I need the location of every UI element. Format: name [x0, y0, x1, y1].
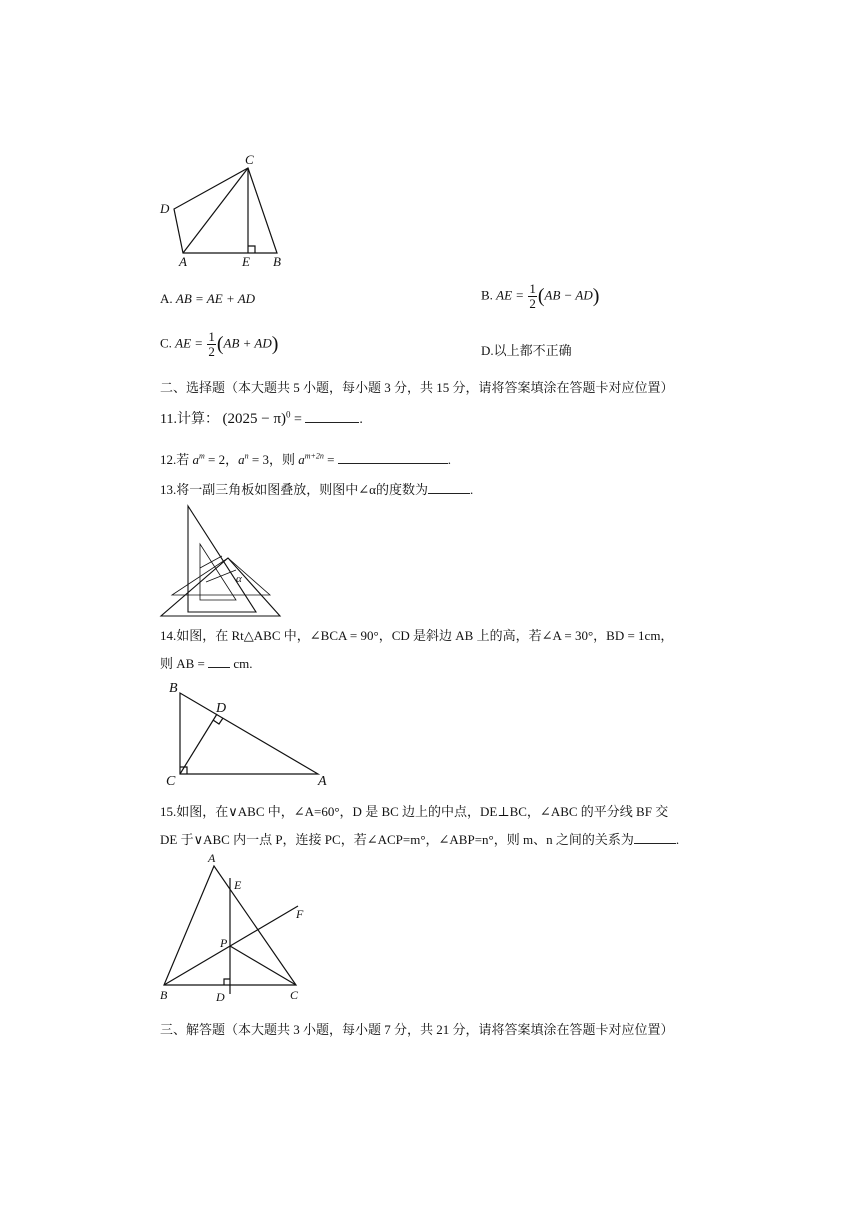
q11-number: 11.: [160, 412, 177, 427]
q11-period: .: [359, 412, 363, 427]
q12-number: 12.: [160, 452, 177, 467]
label-a: A: [208, 851, 216, 865]
question-14-line-2: [160, 653, 253, 672]
label-alpha: α: [236, 573, 242, 585]
figure-q14: [160, 675, 335, 790]
quadrilateral-abcd: [174, 168, 277, 253]
option-a: [160, 291, 255, 307]
q12-exp-2: n: [244, 451, 249, 461]
option-c-fraction: $\frac{1}{2}$: [208, 329, 215, 359]
label-d: D: [160, 201, 170, 216]
q11-base: (2025 − π): [222, 411, 287, 427]
q12-answer-blank[interactable]: [338, 453, 448, 464]
q12-value-1: = 2，: [204, 452, 239, 467]
question-15-line-1: 15.如图，在∨ABC 中，∠A=60°，D 是 BC 边上的中点，DE⊥BC，∠ABC 的平分线 BF 交: [160, 804, 669, 819]
option-c-label: C.: [160, 335, 172, 351]
set-square-30-60: [188, 506, 256, 612]
bisector-bf: [164, 906, 298, 985]
q12-period: .: [447, 452, 452, 467]
option-a-label: A.: [160, 291, 173, 306]
label-d: D: [216, 990, 225, 1004]
q14-prefix: 则 AB =: [160, 656, 209, 671]
inner-line-2: [206, 570, 236, 582]
q12-value-2: = 3，则: [248, 452, 299, 467]
q12-exp-3: m+2n: [304, 451, 324, 461]
q11-answer-blank[interactable]: [305, 412, 359, 423]
figure-q10: [150, 150, 290, 270]
q12-base-1: a: [192, 452, 200, 467]
option-b-inner: AB − AD: [544, 287, 593, 303]
option-d: [481, 340, 572, 359]
label-a: A: [318, 774, 327, 789]
q13-period: .: [469, 482, 474, 497]
q14-suffix: cm.: [230, 656, 253, 671]
q13-answer-blank[interactable]: [428, 483, 470, 494]
q11-prefix: 计算：: [176, 412, 219, 427]
figure-q15: [158, 848, 318, 1006]
option-c-lhs: AE =: [175, 335, 204, 351]
option-b-label: B.: [481, 287, 493, 303]
q12-base-3: a: [298, 452, 305, 467]
q12-exp-1: m: [199, 451, 205, 461]
q15-text: DE 于∨ABC 内一点 P，连接 PC，若∠ACP=m°，∠ABP=n°，则 m、n 之间的关系为: [160, 832, 634, 847]
triangle-abc: [180, 693, 318, 774]
q15-period: .: [675, 832, 680, 847]
label-c: C: [290, 988, 299, 1002]
label-a: A: [179, 254, 187, 269]
segment-cd: [180, 714, 217, 774]
q12-prefix: 若: [176, 452, 193, 467]
q12-equals: =: [323, 452, 335, 467]
section-3-heading: 三、解答题（本大题共 3 小题，每小题 7 分，共 21 分，请将答案填涂在答题卡对应位置）: [160, 1022, 674, 1037]
option-b: B. AE = $\frac{1}{2}$ (AB − AD): [481, 281, 600, 311]
label-p: P: [220, 936, 228, 950]
option-c-inner: AB + AD: [223, 335, 272, 351]
option-d-text: 以上都不正确: [493, 343, 572, 358]
option-d-label: D.: [481, 343, 494, 358]
q13-text: 13.将一副三角板如图叠放，则图中∠α的度数为: [160, 482, 428, 497]
option-b-fraction: $\frac{1}{2}$: [529, 281, 536, 311]
segment-ac: [183, 168, 248, 253]
option-c: C. AE = $\frac{1}{2}$ (AB + AD): [160, 329, 279, 359]
section-2-heading: 二、选择题（本大题共 5 小题，每小题 3 分，共 15 分，请将答案填涂在答题卡对应位置）: [160, 380, 674, 395]
label-c: C: [245, 152, 254, 167]
label-b: B: [160, 988, 168, 1002]
question-15-line-2: [160, 829, 679, 848]
label-c: C: [166, 774, 176, 789]
question-11: [160, 408, 363, 428]
label-e: E: [242, 254, 250, 269]
q15-answer-blank[interactable]: [634, 833, 676, 844]
label-e: E: [234, 878, 242, 892]
right-angle-mark: [248, 246, 255, 253]
question-13: [160, 479, 473, 498]
label-b: B: [273, 254, 281, 269]
label-d: D: [216, 701, 227, 716]
q14-answer-blank[interactable]: [208, 657, 230, 668]
option-b-lhs: AE =: [496, 287, 525, 303]
set-square-45: [161, 558, 280, 616]
question-12: [160, 449, 451, 468]
option-a-expression: AB = AE + AD: [175, 291, 256, 306]
label-f: F: [296, 907, 304, 921]
q12-base-2: a: [238, 452, 245, 467]
q11-exponent: 0: [286, 409, 291, 420]
question-14-line-1: 14.如图，在 Rt△ABC 中，∠BCA = 90°，CD 是斜边 AB 上的高，若∠A = 30°，BD = 1cm，: [160, 628, 674, 643]
right-angle-d: [224, 979, 230, 985]
label-b: B: [169, 681, 178, 696]
segment-pc: [230, 946, 296, 985]
q11-equals: =: [290, 412, 302, 427]
figure-q13: [158, 500, 284, 620]
